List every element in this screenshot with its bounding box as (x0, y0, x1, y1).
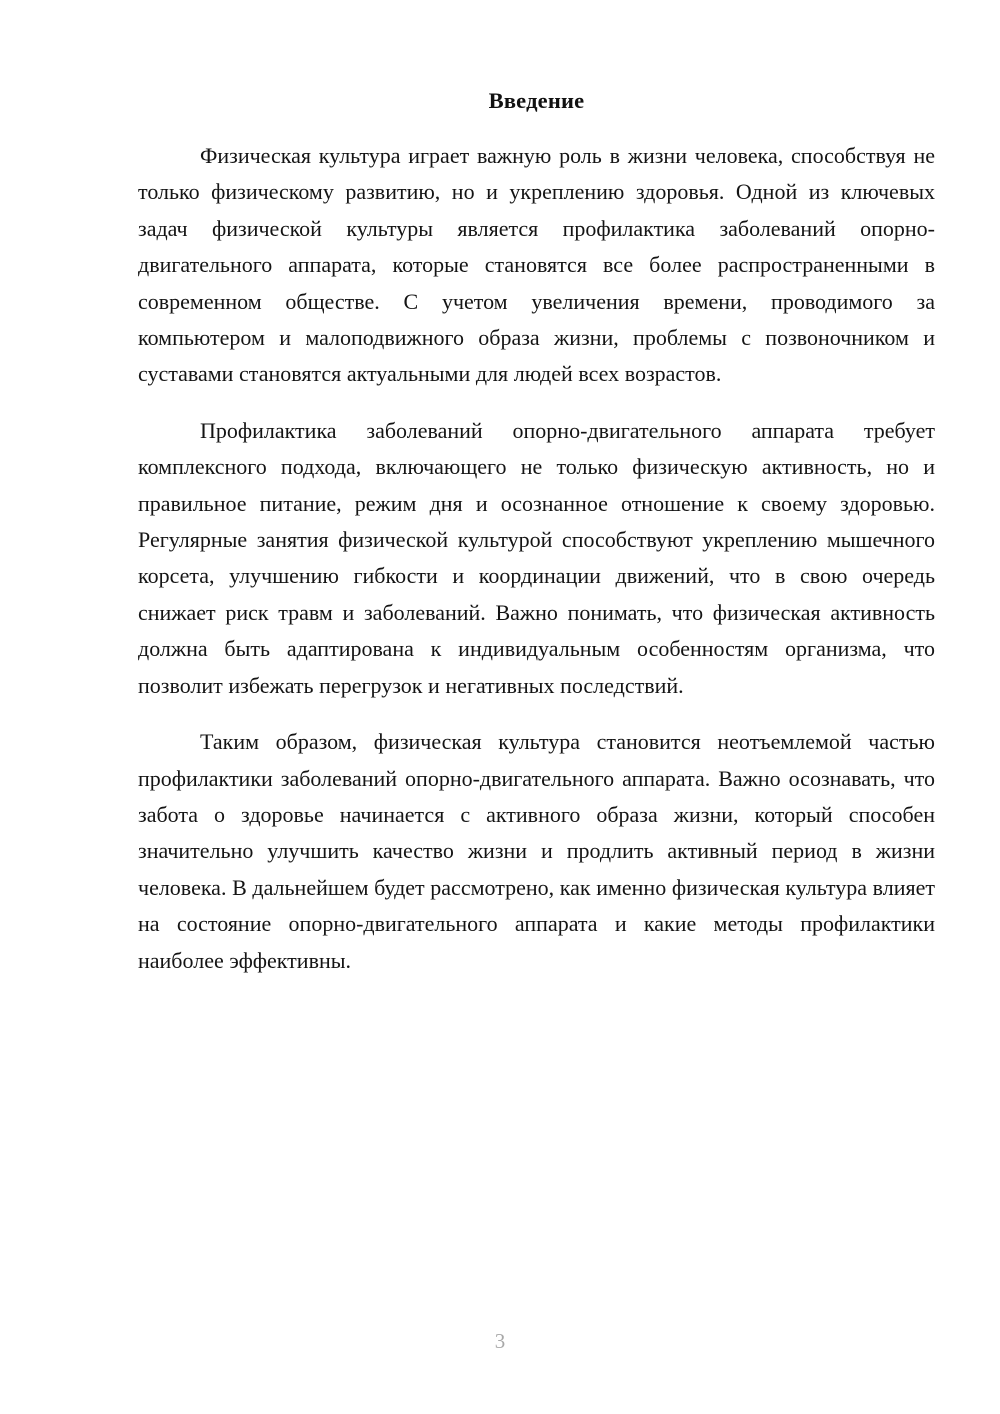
paragraph-2: Профилактика заболеваний опорно-двигательного аппарата требует комплексного подхода, включающего не только физическую активность, но и правильное питание, режим дня и осознанное отношение к своему здоровью. Регулярные занятия физической культурой способствуют укреплению мышечного корсета, улучшению гибкости и координации движений, что в свою очередь снижает риск травм и заболеваний. Важно понимать, что физическая активность должна быть адаптирована к индивидуальным особенностям организма, что позволит избежать перегрузок и негативных последствий. (138, 417, 935, 698)
document-body (138, 86, 935, 979)
paragraph-1: Физическая культура играет важную роль в жизни человека, способствуя не только физическому развитию, но и укреплению здоровья. Одной из ключевых задач физической культуры является профилактика заболеваний опорно-двигательного аппарата, которые становятся все более распространенными в современном обществе. С учетом увеличения времени, проводимого за компьютером и малоподвижного образа жизни, проблемы с позвоночником и суставами становятся актуальными для людей всех возрастов. (138, 143, 935, 387)
page-title: Введение (488, 88, 585, 113)
page-number: 3 (494, 1329, 506, 1353)
paragraph-3: Таким образом, физическая культура становится неотъемлемой частью профилактики заболеваний опорно-двигательного аппарата. Важно осознавать, что забота о здоровье начинается с активного образа жизни, который способен значительно улучшить качество жизни и продлить активный период в жизни человека. В дальнейшем будет рассмотрено, как именно физическая культура влияет на состояние опорно-двигательного аппарата и какие методы профилактики наиболее эффективны. (138, 729, 935, 973)
